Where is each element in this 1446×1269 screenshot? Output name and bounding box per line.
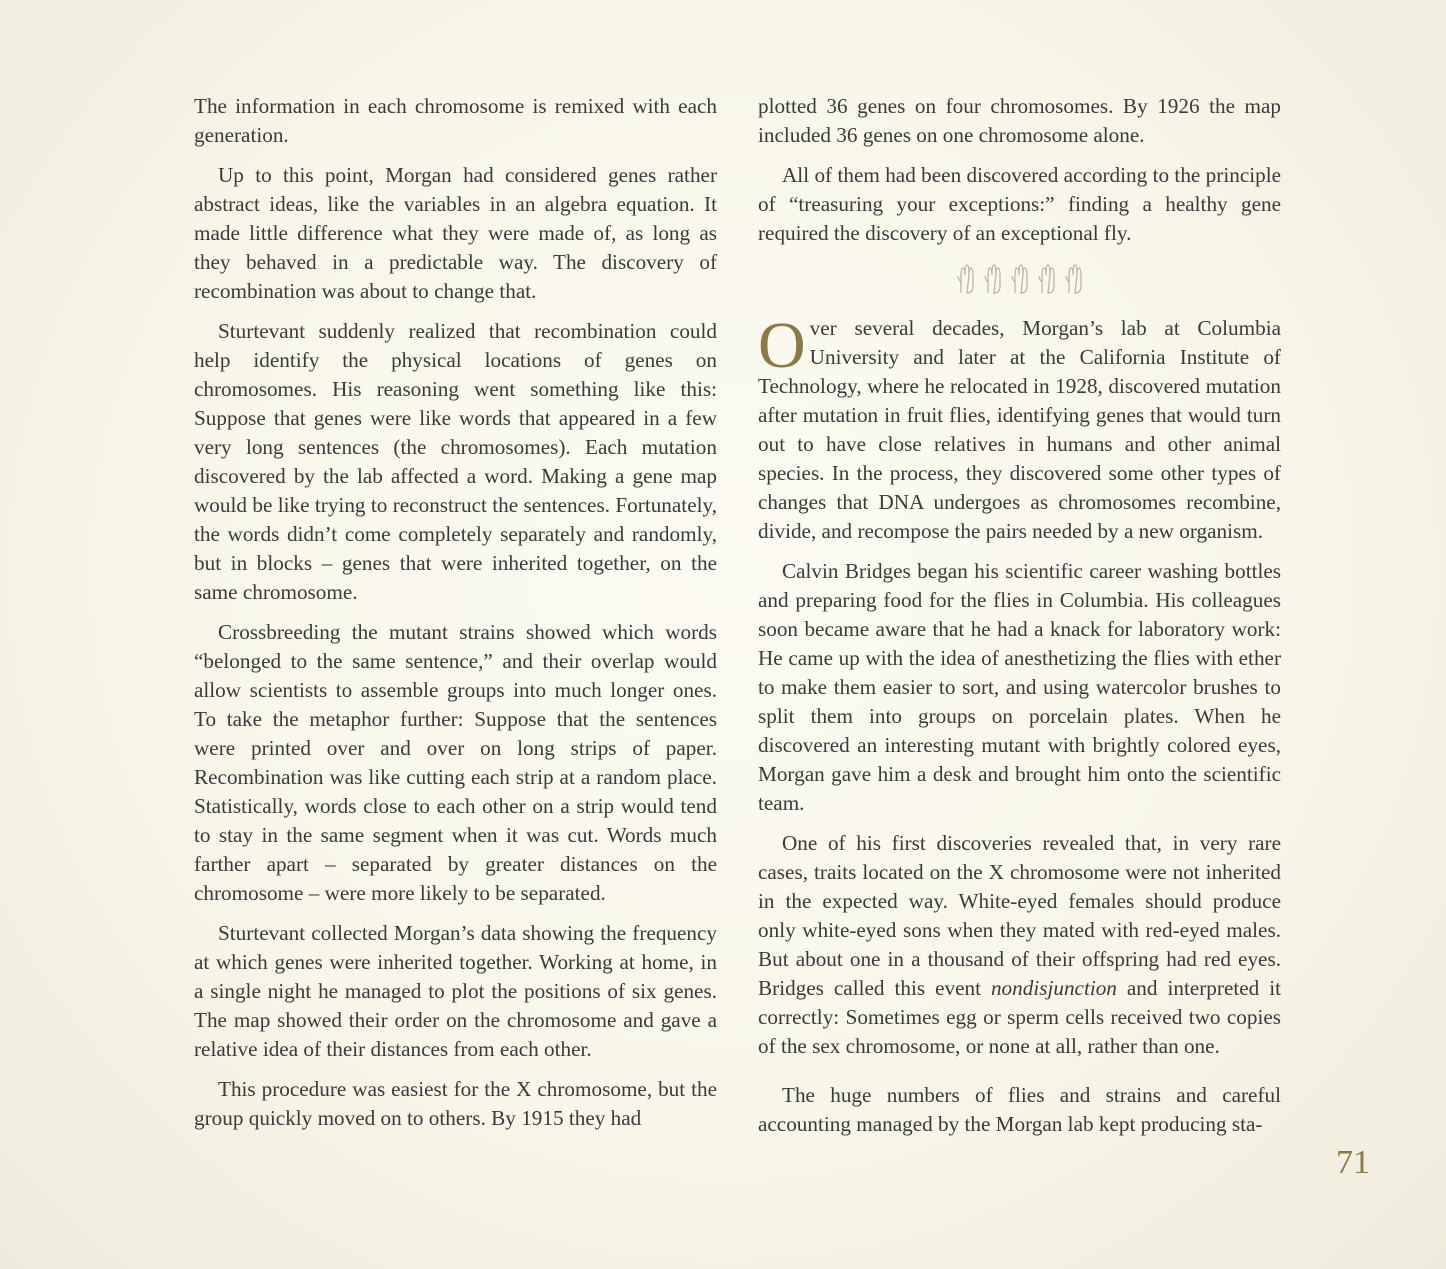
paragraph: Sturtevant suddenly realized that recombination could help identify the physical locations of genes on chromosomes. His reasoning went something like this: Suppose that genes were like words that appeared in a few very long sentences (the chromosomes). Each mutation discovered by the lab affected a word. Making a gene map would be like trying to reconstruct the sentences. Fortunately, the words didn’t come completely separately and randomly, but in blocks – genes that were inherited together, on the same chromosome.: [194, 319, 717, 604]
paragraph: plotted 36 genes on four chromosomes. By 1926 the map included 36 genes on one chromosome alone.: [758, 94, 1281, 147]
page-number: 71: [1336, 1144, 1370, 1181]
hand-icon: [1037, 262, 1057, 296]
italic-term: nondisjunction: [990, 976, 1117, 1000]
left-text-column: [194, 92, 717, 1144]
hand-ornament-icon: [758, 262, 1281, 296]
drop-cap: O: [758, 309, 806, 382]
paragraph-text: and interpreted it correctly: Sometimes egg or sperm cells received two copies of the sex chromosome, or none at all, rather than one.: [758, 976, 1282, 1058]
hand-icon: [1064, 262, 1084, 296]
paragraph: The information in each chromosome is remixed with each generation.: [194, 94, 717, 147]
paragraph: Calvin Bridges began his scientific career washing bottles and preparing food for the flies in Columbia. His colleagues soon became aware that he had a knack for laboratory work: He came up with the idea of anesthetizing the flies with ether to make them easier to sort, and using watercolor brushes to split them into groups on porcelain plates. When he discovered an interesting mutant with brightly colored eyes, Morgan gave him a desk and brought him onto the scientific team.: [758, 559, 1281, 815]
paragraph-with-dropcap: [758, 309, 1281, 546]
hand-icon: [983, 262, 1003, 296]
hand-icon: [956, 262, 976, 296]
paragraph: The huge numbers of flies and strains and careful accounting managed by the Morgan lab kept producing sta-: [758, 1083, 1281, 1136]
paragraph: [758, 829, 1281, 1061]
paragraph-text: One of his first discoveries revealed that, in very rare cases, traits located on the X chromosome were not inherited in the expected way. White-eyed females should produce only white-eyed sons when they mated with red-eyed males. But about one in a thousand of their offspring had red eyes. Bridges called this event: [758, 831, 1281, 1000]
paragraph: This procedure was easiest for the X chromosome, but the group quickly moved on to others. By 1915 they had: [194, 1077, 717, 1130]
paragraph-text: ver several decades, Morgan’s lab at Columbia University and later at the California Institute of Technology, where he relocated in 1928, discovered mutation after mutation in fruit flies, identifying genes that would turn out to have close relatives in humans and other animal species. In the process, they discovered some other types of changes that DNA undergoes as chromosomes recombine, divide, and recompose the pairs needed by a new organism.: [758, 316, 1281, 543]
hand-icon: [1010, 262, 1030, 296]
paragraph: Up to this point, Morgan had considered genes rather abstract ideas, like the variables in an algebra equation. It made little difference what they were made of, as long as they behaved in a predictable way. The discovery of recombination was about to change that.: [194, 163, 717, 303]
right-text-column: [758, 92, 1281, 1150]
paragraph: Crossbreeding the mutant strains showed which words “belonged to the same sentence,” and their overlap would allow scientists to assemble groups into much longer ones. To take the metaphor further: Suppose that the sentences were printed over and over on long strips of paper. Recombination was like cutting each strip at a random place. Statistically, words close to each other on a strip would tend to stay in the same segment when it was cut. Words much farther apart – separated by greater distances on the chromosome – were more likely to be separated.: [194, 620, 717, 905]
paragraph: All of them had been discovered according to the principle of “treasuring your exceptions:” finding a healthy gene required the discovery of an exceptional fly.: [758, 163, 1281, 245]
paragraph: Sturtevant collected Morgan’s data showing the frequency at which genes were inherited together. Working at home, in a single night he managed to plot the positions of six genes. The map showed their order on the chromosome and gave a relative idea of their distances from each other.: [194, 921, 717, 1061]
